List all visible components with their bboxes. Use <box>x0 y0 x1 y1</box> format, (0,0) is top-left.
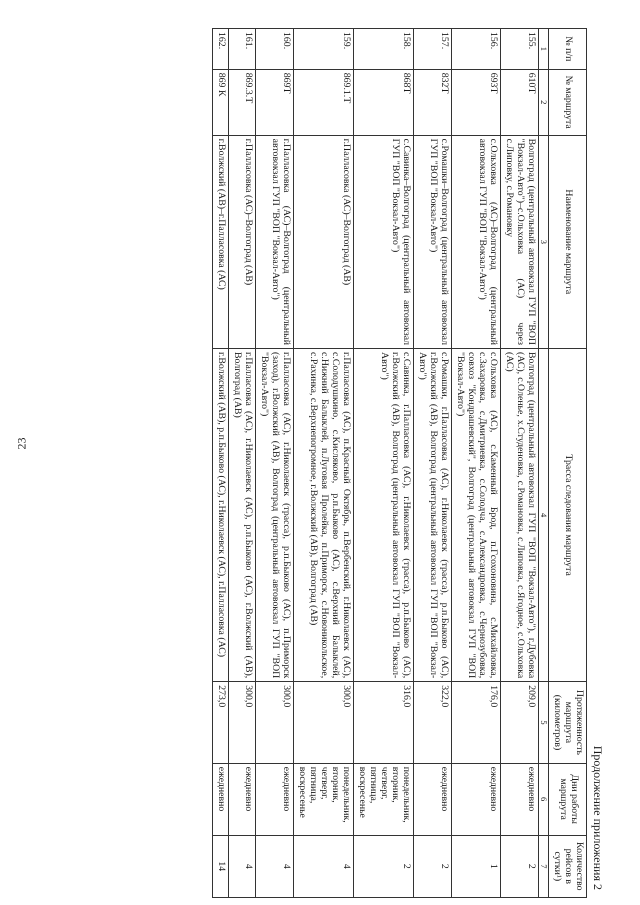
continuation-caption: Продолжение приложения 2 <box>591 745 605 890</box>
route-number: 832Т <box>413 69 451 135</box>
rotated-page-content <box>70 28 605 898</box>
trips-per-day: 2 <box>500 835 538 897</box>
row-number: 160. <box>256 29 294 70</box>
working-days: ежедневно <box>413 763 451 835</box>
route-trace: г.Палласовка (АС), г.Николаевск (трасса), р.п.Быково (АС), п.Приморск (заход), г.Волжский (АВ), Волгоград (центральный автовокзал ГУП "ВОП "Вокзал-Авто") <box>256 349 294 682</box>
column-number-row <box>538 29 549 898</box>
route-trace: г.Палласовка (АС), г.Николаевск (АС), р.п.Быково (АС), г.Волжский (АВ), Волгоград (АВ) <box>229 349 256 682</box>
table-header-row <box>549 29 587 898</box>
route-name: с.Ольховка (АС)–Волгоград (центральный автовокзал ГУП "ВОП "Вокзал-Авто") <box>451 135 500 348</box>
route-number: 869.3.Т <box>229 69 256 135</box>
route-trace: с.Ольховка (АС), с.Каменный Брод, п.Гсохоновина, с.Михайловка, с.Захаровка, с.Дмитриевка, с.Солодча, с.Александровка, с.Чернозубовка, совхоз "Кондрашевский", Волгоград (центральный автовокзал ГУП "ВОП "Вокзал-Авто") <box>451 349 500 682</box>
row-number: 158. <box>354 29 414 70</box>
table-row <box>229 29 256 898</box>
route-number: 869Т <box>256 69 294 135</box>
row-number: 161. <box>229 29 256 70</box>
working-days: ежедневно <box>451 763 500 835</box>
working-days: ежедневно <box>256 763 294 835</box>
row-number: 162. <box>213 29 229 70</box>
row-number: 156. <box>451 29 500 70</box>
route-trace: г.Палласовка (АС), п.Красный Октябрь, п.Вербенский, г.Николаевск (АС), с.Солодушкино, с.Кисляково, р.п.Быково (АС), с.Верхний Балыклей, с.Нижний Балыклей, п.Луговая Пролейка, п.Приморск, с.Новоникольское, с.Рахинка, с.Верхнепогромное, г.Волжский (АВ), Волгоград (АВ) <box>294 349 354 682</box>
route-length: 209,0 <box>500 682 538 764</box>
row-number: 159. <box>294 29 354 70</box>
working-days: понедельник, вторник, четверг, пятница, воскресенье <box>294 763 354 835</box>
working-days: ежедневно <box>500 763 538 835</box>
table-row <box>354 29 414 898</box>
route-name: г.Палласовка (АС)–Волгоград (АВ) <box>294 135 354 348</box>
trips-per-day: 4 <box>229 835 256 897</box>
route-length: 300,0 <box>294 682 354 764</box>
column-number: 6 <box>538 763 549 835</box>
trips-per-day: 14 <box>213 835 229 897</box>
route-length: 176,0 <box>451 682 500 764</box>
trips-per-day: 1 <box>451 835 500 897</box>
route-length: 322,0 <box>413 682 451 764</box>
route-name: г.Волжский (АВ)–г.Палласовка (АС) <box>213 135 229 348</box>
row-number: 155. <box>500 29 538 70</box>
column-number: 3 <box>538 135 549 348</box>
route-number: 693Т <box>451 69 500 135</box>
route-number: 610Т <box>500 69 538 135</box>
column-number: 5 <box>538 682 549 764</box>
route-length: 273,0 <box>213 682 229 764</box>
page-number: 23 <box>14 437 29 450</box>
route-name: с.Савинка–Волгоград (центральный автовокзал ГУП "ВОП "Вокзал-Авто") <box>354 135 414 348</box>
route-trace: г.Волжский (АВ), р.п.Быково (АС), г.Николаевск (АС), г.Палласовка (АС) <box>213 349 229 682</box>
route-trace: с.Савинка, г.Палласовка (АС), г.Николаевск (трасса), р.п.Быково (АС), г.Волжский (АВ), Волгоград (центральный автовокзал ГУП "ВОП "Вокзал-Авто") <box>354 349 414 682</box>
column-number: 1 <box>538 29 549 70</box>
route-trace: с.Ромашки, г.Палласовка (АС), г.Николаевск (трасса), р.п.Быково (АС), г.Волжский (АВ), Волгоград (центральный автовокзал ГУП "ВОП "Вокзал-Авто") <box>413 349 451 682</box>
table-row <box>294 29 354 898</box>
header-num: № п/п <box>549 29 587 70</box>
route-name: г.Палласовка (АС)–Волгоград (АВ) <box>229 135 256 348</box>
trips-per-day: 4 <box>294 835 354 897</box>
route-length: 300,0 <box>229 682 256 764</box>
working-days: ежедневно <box>229 763 256 835</box>
header-route-name: Наименование маршрута <box>549 135 587 348</box>
working-days: понедельник, вторник, четверг, пятница, воскресенье <box>354 763 414 835</box>
route-length: 300,0 <box>256 682 294 764</box>
column-number: 7 <box>538 835 549 897</box>
route-length: 316,0 <box>354 682 414 764</box>
column-number: 2 <box>538 69 549 135</box>
trips-per-day: 4 <box>256 835 294 897</box>
table-row <box>451 29 500 898</box>
column-number: 4 <box>538 349 549 682</box>
header-route-trace: Трасса следования маршрута <box>549 349 587 682</box>
header-trips-per-day: Количество рейсов в сутки¹) <box>549 835 587 897</box>
routes-table <box>212 28 587 898</box>
trips-per-day: 2 <box>413 835 451 897</box>
route-name: Волгоград (центральный автовокзал ГУП "ВОП "Вокзал-Авто")–с.Ольховка (АС) через с.Липовку, с.Романовку <box>500 135 538 348</box>
table-row <box>256 29 294 898</box>
route-name: г.Палласовка (АС)–Волгоград (центральный автовокзал ГУП "ВОП "Вокзал-Авто") <box>256 135 294 348</box>
table-row <box>413 29 451 898</box>
route-name: с.Ромашки–Волгоград (центральный автовокзал ГУП "ВОП "Вокзал-Авто") <box>413 135 451 348</box>
route-number: 869 К <box>213 69 229 135</box>
header-route-length: Протяженность маршрута (километров) <box>549 682 587 764</box>
header-route-number: № маршрута <box>549 69 587 135</box>
table-row <box>500 29 538 898</box>
row-number: 157. <box>413 29 451 70</box>
route-number: 868Т <box>354 69 414 135</box>
trips-per-day: 2 <box>354 835 414 897</box>
route-trace: Волгоград (центральный автовокзал ГУП "ВОП "Вокзал-Авто"), г.Дубовка (АС), с.Оленье, х.Студеновка, с.Романовка, с.Липовка, с.Ягодное, с.Ольховка (АС) <box>500 349 538 682</box>
route-number: 869.1.Т <box>294 69 354 135</box>
working-days: ежедневно <box>213 763 229 835</box>
table-row <box>213 29 229 898</box>
header-working-days: Дни работы маршрута <box>549 763 587 835</box>
